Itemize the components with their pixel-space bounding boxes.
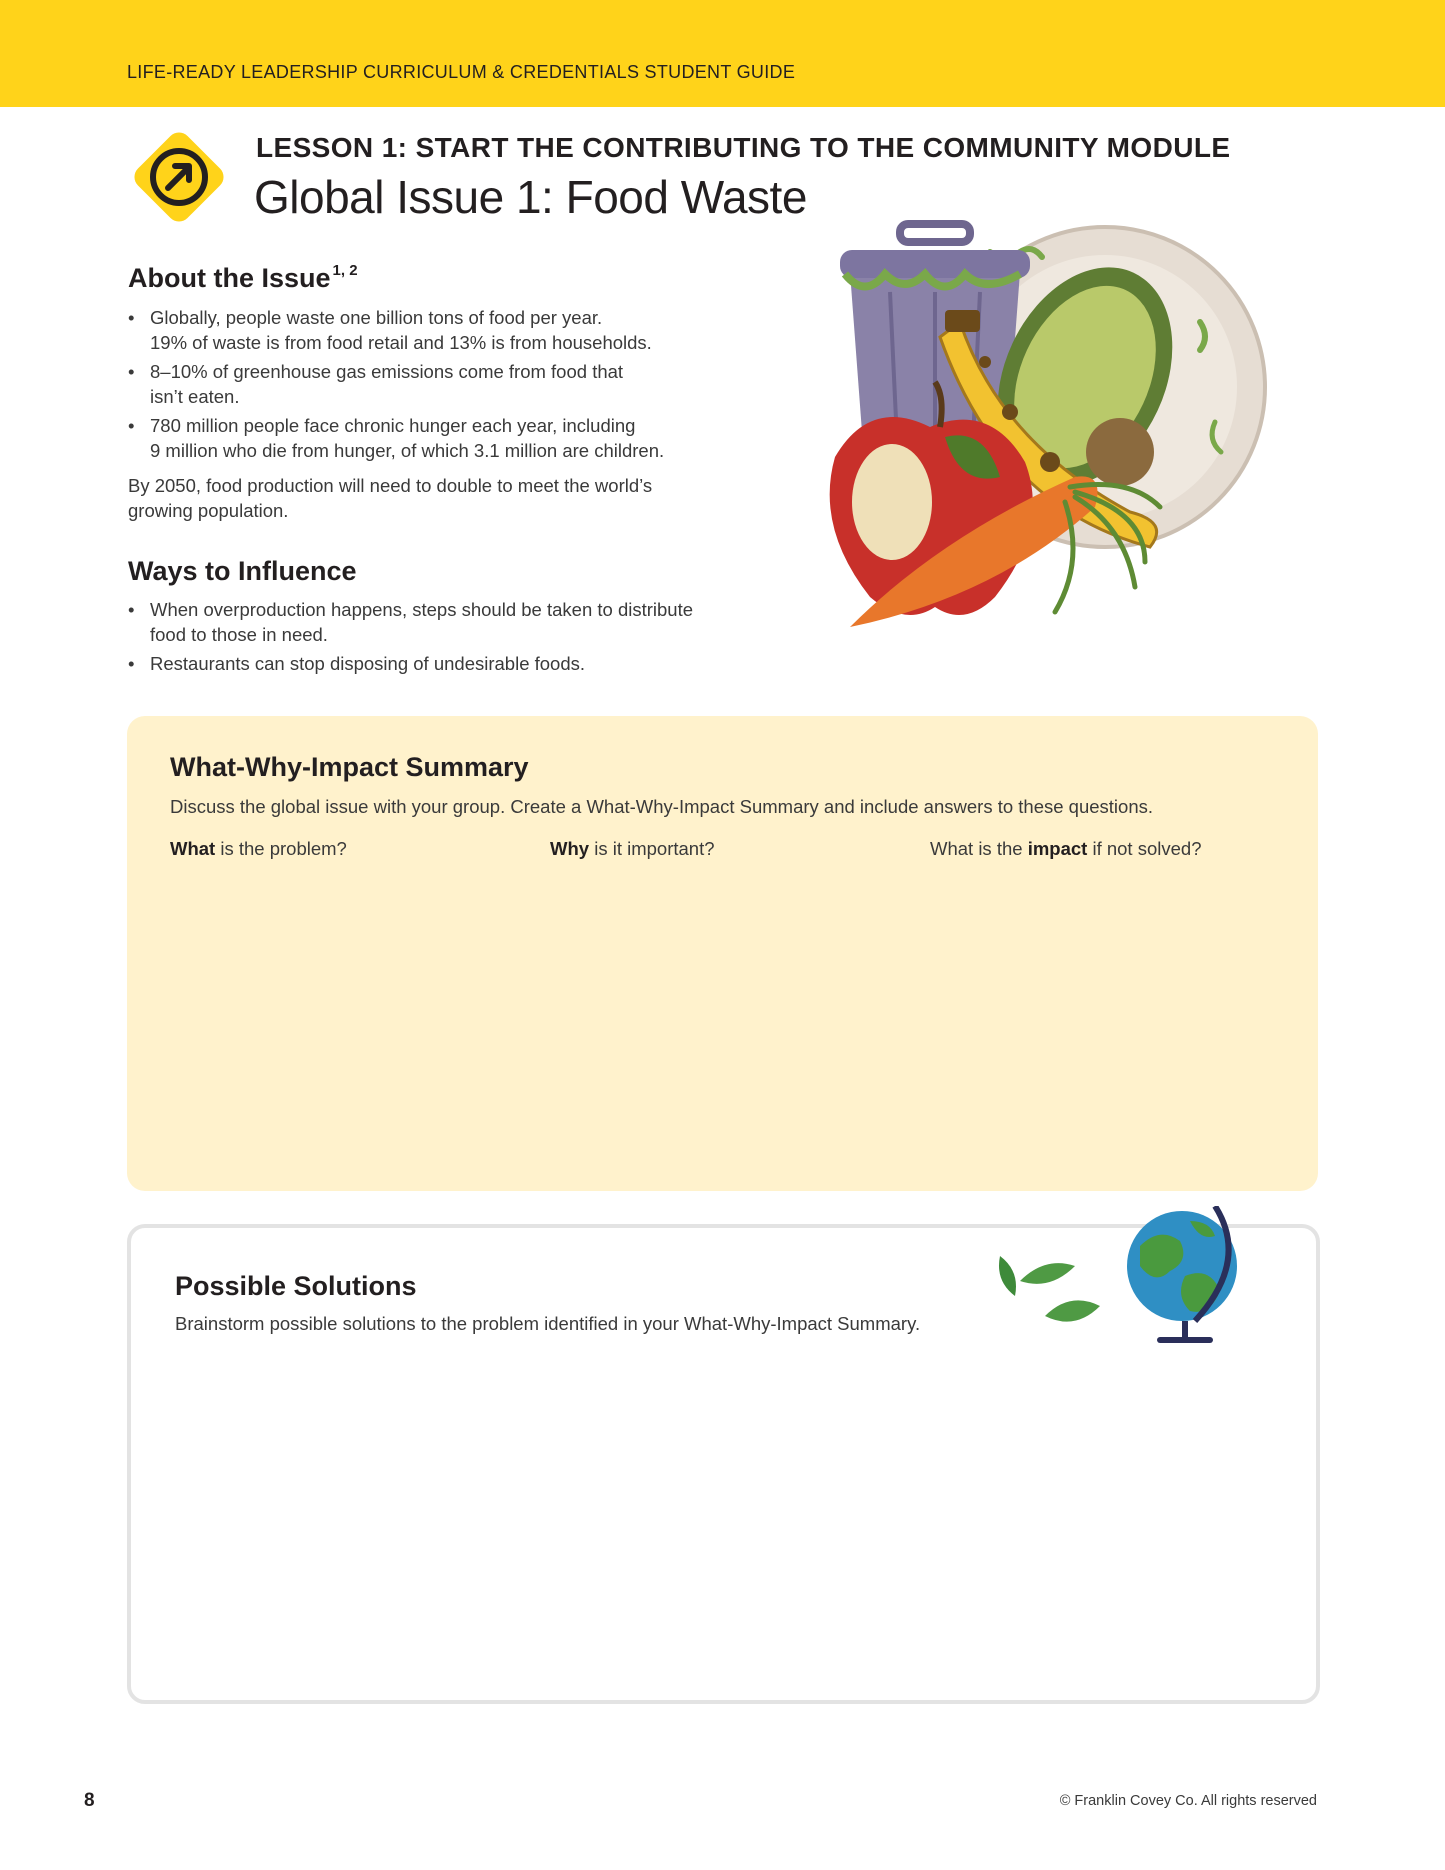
impact-question: What is the impact if not solved? xyxy=(930,838,1202,859)
about-bullets xyxy=(128,306,748,468)
what-question: What is the problem? xyxy=(170,838,347,859)
page-number: 8 xyxy=(84,1790,95,1811)
footnote-ref: 1, 2 xyxy=(332,262,358,279)
about-heading: About the Issue $^{1, 2}$ xyxy=(128,262,358,293)
summary-instruction: Discuss the global issue with your group. Create a What-Why-Impact Summary and include answers to these questions. xyxy=(170,796,1154,817)
why-question: Why is it important? xyxy=(550,838,715,859)
ways-bullets xyxy=(128,598,748,682)
header-bar xyxy=(0,0,1445,107)
list-item: • 8–10% of greenhouse gas emissions come from food that isn’t eaten. xyxy=(128,360,748,409)
list-item: • Globally, people waste one billion tons of food per year. 19% of waste is from food retail and 13% is from households. xyxy=(128,306,748,355)
globe-leaves-illustration xyxy=(990,1206,1240,1346)
ways-heading: Ways to Influence xyxy=(128,556,357,586)
summary-heading: What-Why-Impact Summary xyxy=(170,752,529,782)
list-item: • Restaurants can stop disposing of undesirable foods. xyxy=(128,652,748,677)
guide-title: LIFE-READY LEADERSHIP CURRICULUM & CREDENTIALS STUDENT GUIDE xyxy=(127,62,796,82)
about-paragraph: By 2050, food production will need to double to meet the world’s growing population. xyxy=(128,475,653,521)
food-waste-illustration xyxy=(820,212,1270,687)
list-item: • 780 million people face chronic hunger each year, including 9 million who die from hunger, of which 3.1 million are children. xyxy=(128,414,748,463)
solutions-heading: Possible Solutions xyxy=(175,1271,417,1301)
solutions-instruction: Brainstorm possible solutions to the problem identified in your What-Why-Impact Summary. xyxy=(175,1313,921,1334)
page-title: Global Issue 1: Food Waste xyxy=(254,171,807,223)
what-why-impact-summary-box[interactable] xyxy=(127,716,1318,1191)
list-item: • When overproduction happens, steps should be taken to distribute food to those in need. xyxy=(128,598,748,647)
copyright: © Franklin Covey Co. All rights reserved xyxy=(1059,1793,1317,1809)
arrow-circle-diamond-icon xyxy=(124,122,234,232)
lesson-label: LESSON 1: START THE CONTRIBUTING TO THE COMMUNITY MODULE xyxy=(256,132,1231,163)
